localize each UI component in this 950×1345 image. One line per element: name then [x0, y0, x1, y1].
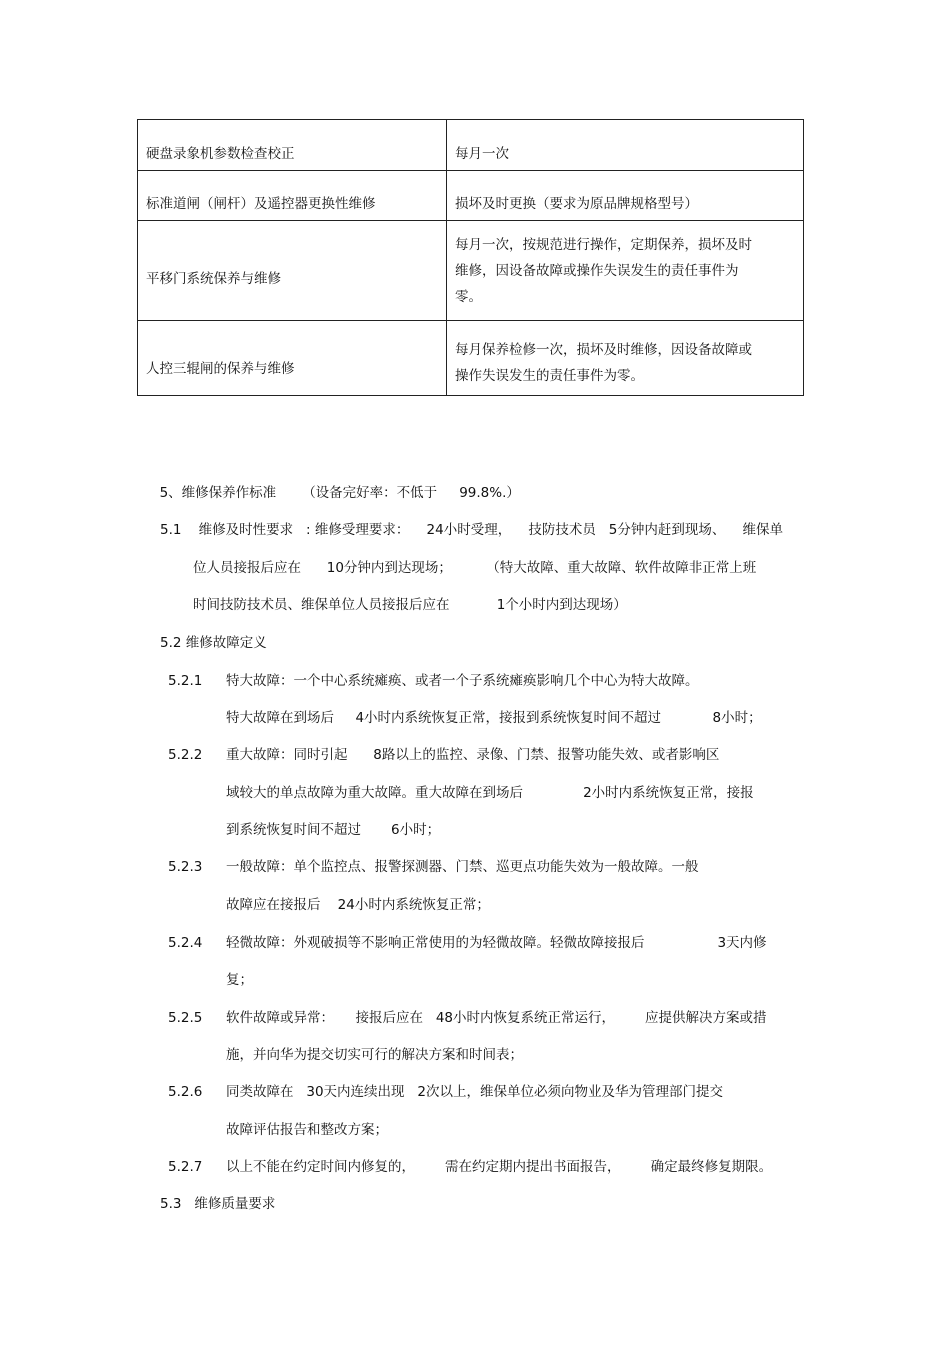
item-cell: 硬盘录象机参数检查校正 — [138, 120, 447, 171]
s51-line-2: 位人员接报后应在 10分钟内到达现场； （特大故障、重大故障、软件故障非正常上班 — [193, 560, 757, 576]
s51-line-1: 5.1 维修及时性要求 : 维修受理要求： 24小时受理， 技防技术员 5分钟内赶到现场、 维保单 — [160, 522, 783, 538]
s522-number: 5.2.2 — [168, 747, 203, 763]
s522-line-2: 域较大的单点故障为重大故障。重大故障在到场后 2小时内系统恢复正常，接报 — [226, 785, 754, 801]
requirement-cell: 每月保养检修一次，损坏及时维修，因设备故障或操作失误发生的责任事件为零。 — [447, 321, 804, 396]
s526-line-2: 故障评估报告和整改方案； — [226, 1122, 388, 1138]
s521-line-1: 特大故障：一个中心系统瘫痪、或者一个子系统瘫痪影响几个中心为特大故障。 — [226, 673, 699, 689]
s51-line-3: 时间技防技术员、维保单位人员接报后应在 1个小时内到达现场） — [193, 597, 627, 613]
item-cell: 人控三辊闸的保养与维修 — [138, 321, 447, 396]
s52-heading: 5.2 维修故障定义 — [160, 635, 267, 651]
s523-line-2: 故障应在接报后 24小时内系统恢复正常； — [226, 897, 490, 913]
s526-line-1: 同类故障在 30天内连续出现 2次以上，维保单位必须向物业及华为管理部门提交 — [226, 1084, 724, 1100]
maintenance-table — [137, 119, 804, 396]
s524-line-1: 轻微故障：外观破损等不影响正常使用的为轻微故障。轻微故障接报后 3天内修 — [226, 935, 767, 951]
s526-number: 5.2.6 — [168, 1084, 203, 1100]
s524-line-2: 复； — [226, 972, 253, 988]
s522-line-3: 到系统恢复时间不超过 6小时； — [226, 822, 441, 838]
s521-line-2: 特大故障在到场后 4小时内系统恢复正常，接报到系统恢复时间不超过 8小时； — [226, 710, 762, 726]
s523-line-1: 一般故障：单个监控点、报警探测器、门禁、巡更点功能失效为一般故障。一般 — [226, 859, 699, 875]
item-cell: 标准道闸（闸杆）及遥控器更换性维修 — [138, 171, 447, 221]
s53-heading: 5.3 维修质量要求 — [160, 1196, 276, 1212]
s527-number: 5.2.7 — [168, 1159, 203, 1175]
s527-line-1: 以上不能在约定时间内修复的， 需在约定期内提出书面报告， 确定最终修复期限。 — [226, 1159, 773, 1175]
s521-number: 5.2.1 — [168, 673, 203, 689]
s522-line-1: 重大故障：同时引起 8路以上的监控、录像、门禁、报警功能失效、或者影响区 — [226, 747, 720, 763]
requirement-cell: 每月一次，按规范进行操作，定期保养，损坏及时维修，因设备故障或操作失误发生的责任事件为零。 — [447, 221, 804, 321]
s524-number: 5.2.4 — [168, 935, 203, 951]
s525-line-1: 软件故障或异常： 接报后应在 48小时内恢复系统正常运行， 应提供解决方案或措 — [226, 1010, 767, 1026]
table-row — [138, 221, 804, 321]
requirement-cell: 损坏及时更换（要求为原品牌规格型号） — [447, 171, 804, 221]
s523-number: 5.2.3 — [168, 859, 203, 875]
table-row — [138, 171, 804, 221]
s525-number: 5.2.5 — [168, 1010, 203, 1026]
section-5-title: 5、维修保养作标准 （设备完好率：不低于 99.8%.） — [159, 485, 520, 501]
requirement-cell: 每月一次 — [447, 120, 804, 171]
s525-line-2: 施，并向华为提交切实可行的解决方案和时间表； — [226, 1047, 523, 1063]
table-row — [138, 120, 804, 171]
table-row — [138, 321, 804, 396]
item-cell: 平移门系统保养与维修 — [138, 221, 447, 321]
